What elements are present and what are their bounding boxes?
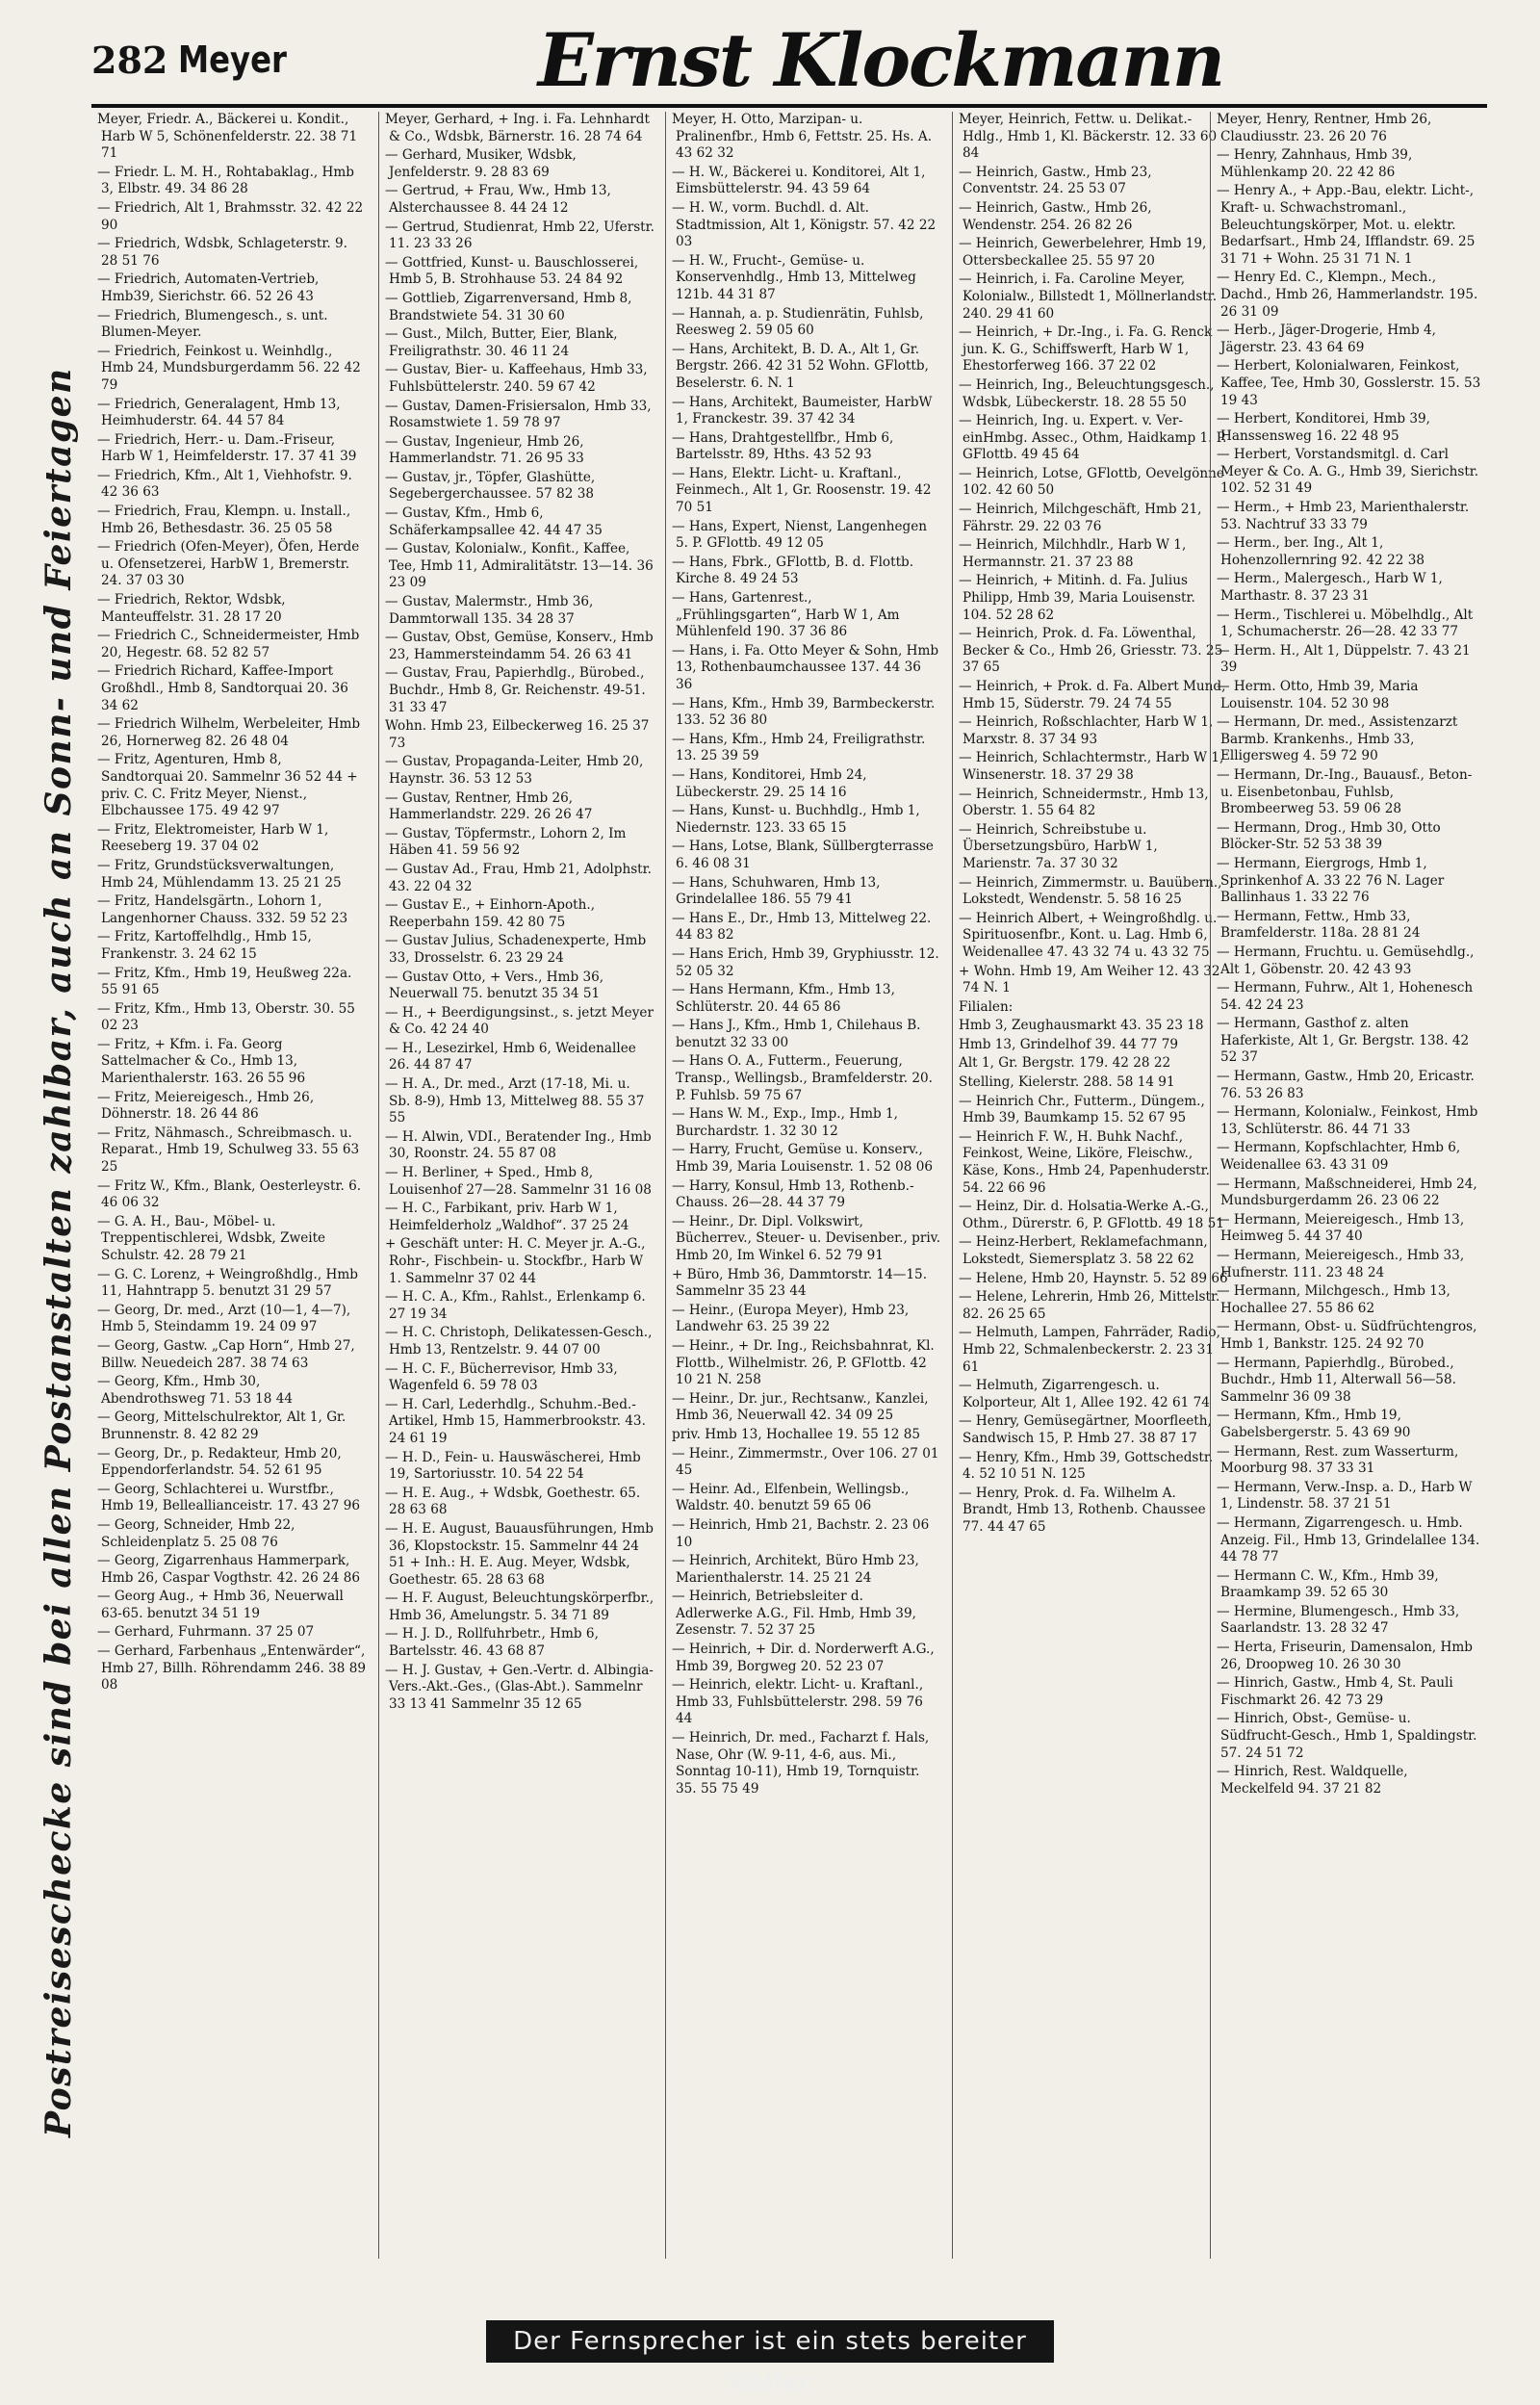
- directory-entry: — Hans J., Kfm., Hmb 1, Chilehaus B. benutzt 32 33 00: [672, 1018, 921, 1050]
- directory-entry: — Hans, Drahtgestellfbr., Hmb 6, Bartelsstr. 89, Hths. 43 52 93: [672, 429, 894, 463]
- directory-entry: — Heinrich, Gewerbelehrer, Hmb 19, Ottersbeckallee 25. 55 97 20: [959, 236, 1207, 269]
- directory-entry: — H. E. August, Bauausführungen, Hmb 36, Klopstockstr. 15. Sammelnr 44 24 51 + Inh.: H. E. Aug. Meyer, Wdsbk, Goethestr. 65. 28 63 68: [385, 1520, 654, 1588]
- directory-entry: — Hermann, Fettw., Hmb 33, Bramfelderstr. 118a. 28 81 24: [1217, 908, 1421, 942]
- directory-entry: — Hermann, Milchgesch., Hmb 13, Hochallee 27. 55 86 62: [1217, 1283, 1450, 1316]
- directory-entry: — Gustav, Frau, Papierhdlg., Bürobed., Buchdr., Hmb 8, Gr. Reichenstr. 49-51. 31 33 47: [385, 665, 646, 715]
- directory-entry: — Hermann, Drog., Hmb 30, Otto Blöcker-Str. 52 53 38 39: [1217, 819, 1441, 853]
- directory-entry: — Hans E., Dr., Hmb 13, Mittelweg 22. 44 83 82: [672, 910, 932, 944]
- directory-entry: — Georg, Mittelschulrektor, Alt 1, Gr. Brunnenstr. 8. 42 82 29: [97, 1409, 346, 1442]
- directory-entry: — Heinrich, Zimmermstr. u. Bauübern., Lokstedt, Wendenstr. 5. 58 16 25: [959, 874, 1222, 908]
- directory-entry: — Heinz, Dir. d. Holsatia-Werke A.-G., Othm., Dürerstr. 6, P. GFlottb. 49 18 51: [959, 1199, 1224, 1231]
- directory-entry: — Fritz, Kfm., Hmb 13, Oberstr. 30. 55 02 23: [97, 1000, 355, 1034]
- directory-entry: — Heinr., Dr. jur., Rechtsanw., Kanzlei, Hmb 36, Neuerwall 42. 34 09 25: [672, 1390, 929, 1424]
- directory-entry: — Heinrich, + Dr.-Ing., i. Fa. G. Renck jun. K. G., Schiffswerft, Harb W 1, Ehestorferweg 166. 37 22 02: [959, 324, 1213, 375]
- directory-entry: — Friedrich C., Schneidermeister, Hmb 20, Hegestr. 68. 52 82 57: [97, 628, 360, 660]
- directory-entry: — Gerhard, Farbenhaus „Entenwärder“, Hmb 27, Billh. Röhrendamm 246. 38 89 08: [97, 1643, 367, 1694]
- directory-entry: — Helene, Hmb 20, Haynstr. 5. 52 89 66: [959, 1270, 1228, 1286]
- directory-entry: — Herb., Jäger-Drogerie, Hmb 4, Jägerstr. 23. 43 64 69: [1217, 323, 1436, 355]
- page-number: 282: [91, 39, 168, 82]
- directory-entry: — Georg, Kfm., Hmb 30, Abendrothsweg 71. 53 18 44: [97, 1374, 294, 1407]
- directory-entry: — Hans, Gartenrest., „Frühlingsgarten“, Harb W 1, Am Mühlenfeld 190. 37 36 86: [672, 590, 900, 640]
- directory-entry: — Heinr., (Europa Meyer), Hmb 23, Landwehr 63. 25 39 22: [672, 1302, 910, 1335]
- directory-entry: — Heinrich, Prok. d. Fa. Löwenthal, Becker & Co., Hmb 26, Griesstr. 73. 25 37 65: [959, 626, 1223, 676]
- page-header: [91, 17, 1487, 109]
- directory-entry: — Hans, Architekt, Baumeister, HarbW 1, Franckestr. 39. 37 42 34: [672, 394, 933, 427]
- directory-entry: Meyer, Friedr. A., Bäckerei u. Kondit., Harb W 5, Schönenfelderstr. 22. 38 71 71: [97, 112, 358, 162]
- directory-entry: Hmb 13, Grindelhof 39. 44 77 79: [959, 1036, 1179, 1052]
- column-1: [91, 112, 371, 2259]
- directory-entry: — Friedrich Wilhelm, Werbeleiter, Hmb 26, Hornerweg 82. 26 48 04: [97, 716, 361, 749]
- directory-entry: — Heinrich, + Dir. d. Norderwerft A.G., Hmb 39, Borgweg 20. 52 23 07: [672, 1642, 935, 1674]
- directory-entry: — Fritz, Kfm., Hmb 19, Heußweg 22a. 55 91 65: [97, 965, 352, 998]
- directory-entry: — Harry, Frucht, Gemüse u. Konserv., Hmb 39, Maria Louisenstr. 1. 52 08 06: [672, 1142, 934, 1176]
- directory-entry: — Friedrich, Wdsbk, Schlageterstr. 9. 28 51 76: [97, 236, 347, 269]
- directory-entry: — Georg Aug., + Hmb 36, Neuerwall 63-65. benutzt 34 51 19: [97, 1589, 344, 1621]
- directory-entry: — Friedrich (Ofen-Meyer), Öfen, Herde u. Ofensetzerei, HarbW 1, Bremerstr. 24. 37 03 30: [97, 539, 360, 589]
- directory-entry: — H., + Beerdigungsinst., s. jetzt Meyer & Co. 42 24 40: [385, 1004, 654, 1038]
- directory-entry: — Hinrich, Obst-, Gemüse- u. Südfrucht-Gesch., Hmb 1, Spaldingstr. 57. 24 51 72: [1217, 1711, 1477, 1761]
- directory-entry: — Herbert, Kolonialwaren, Feinkost, Kaffee, Tee, Hmb 30, Gosslerstr. 15. 53 19 43: [1217, 358, 1481, 408]
- directory-entry: — Fritz W., Kfm., Blank, Oesterleystr. 6. 46 06 32: [97, 1177, 362, 1211]
- directory-entry: — Herbert, Vorstandsmitgl. d. Carl Meyer & Co. A. G., Hmb 39, Sierichstr. 102. 52 31 49: [1217, 447, 1479, 497]
- directory-entry: — Gustav, Ingenieur, Hmb 26, Hammerlandstr. 71. 26 95 33: [385, 433, 584, 467]
- directory-entry: — Friedrich, Blumengesch., s. unt. Blumen-Meyer.: [97, 307, 328, 341]
- directory-entry: — Heinrich, Schreibstube u. Übersetzungsbüro, HarbW 1, Marienstr. 7a. 37 30 32: [959, 821, 1158, 871]
- directory-entry: — Gottlieb, Zigarrenversand, Hmb 8, Brandstwiete 54. 31 30 60: [385, 290, 632, 323]
- directory-entry: — Heinr., + Dr. Ing., Reichsbahnrat, Kl. Flottb., Wilhelmistr. 26, P. GFlottb. 42 10 21 N. 258: [672, 1337, 935, 1388]
- directory-entry: — Hermann, Meiereigesch., Hmb 13, Heimweg 5. 44 37 40: [1217, 1211, 1465, 1245]
- directory-entry: — Friedrich, Alt 1, Brahmsstr. 32. 42 22 90: [97, 199, 364, 233]
- directory-entry: — Heinrich, Roßschlachter, Harb W 1, Marxstr. 8. 37 34 93: [959, 714, 1214, 747]
- directory-entry: — Helmuth, Lampen, Fahrräder, Radio, Hmb 22, Schmalenbeckerstr. 2. 23 31 61: [959, 1325, 1220, 1375]
- directory-entry: — Hermann, Fuhrw., Alt 1, Hohenesch 54. 42 24 23: [1217, 980, 1474, 1013]
- directory-entry: — Heinrich, Milchhdlr., Harb W 1, Hermannstr. 21. 37 23 88: [959, 537, 1187, 570]
- directory-entry: — Heinrich, i. Fa. Caroline Meyer, Kolonialw., Billstedt 1, Möllnerlandstr. 240. 29 41 60: [959, 272, 1218, 322]
- directory-entry: — Hermann, Dr. med., Assistenzarzt Barmb. Krankenhs., Hmb 33, Elligersweg 4. 59 72 90: [1217, 714, 1458, 764]
- directory-entry: — Hermann, Papierhdlg., Bürobed., Buchdr., Hmb 11, Alterwall 56—58. Sammelnr 36 09 38: [1217, 1355, 1456, 1405]
- directory-entry: — H. C. A., Kfm., Rahlst., Erlenkamp 6. 27 19 34: [385, 1289, 646, 1322]
- directory-entry: — Hermann, Gastw., Hmb 20, Ericastr. 76. 53 26 83: [1217, 1069, 1475, 1101]
- directory-entry: — Hermann, Gasthof z. alten Haferkiste, Alt 1, Gr. Bergstr. 138. 42 52 37: [1217, 1016, 1470, 1066]
- column-3: [665, 112, 945, 2259]
- directory-entry: — Harry, Konsul, Hmb 13, Rothenb.-Chauss. 26—28. 44 37 79: [672, 1177, 914, 1211]
- directory-entry: — Gustav E., + Einhorn-Apoth., Reeperbahn 159. 42 80 75: [385, 897, 596, 930]
- directory-entry: Alt 1, Gr. Bergstr. 179. 42 28 22: [959, 1055, 1171, 1072]
- directory-entry: — Heinz-Herbert, Reklamefachmann, Lokstedt, Siemersplatz 3. 58 22 62: [959, 1234, 1208, 1267]
- column-5: [1210, 112, 1488, 2259]
- directory-entry: — Helmuth, Zigarrengesch. u. Kolporteur, Alt 1, Allee 192. 42 61 74: [959, 1378, 1210, 1410]
- directory-entry: — Georg, Gastw. „Cap Horn“, Hmb 27, Billw. Neuedeich 287. 38 74 63: [97, 1337, 355, 1371]
- directory-entry: — Hans, Schuhwaren, Hmb 13, Grindelallee 186. 55 79 41: [672, 874, 881, 908]
- directory-entry: — Hans, Elektr. Licht- u. Kraftanl., Feinmech., Alt 1, Gr. Roosenstr. 19. 42 70 51: [672, 465, 932, 516]
- directory-entry: — H. W., vorm. Buchdl. d. Alt. Stadtmission, Alt 1, Königstr. 57. 42 22 03: [672, 199, 937, 250]
- directory-entry: — H., Lesezirkel, Hmb 6, Weidenallee 26. 44 87 47: [385, 1040, 636, 1073]
- directory-entry: — Herbert, Konditorei, Hmb 39, Hanssensweg 16. 22 48 95: [1217, 411, 1431, 444]
- directory-entry: — Hans W. M., Exp., Imp., Hmb 1, Burchardstr. 1. 32 30 12: [672, 1106, 898, 1139]
- directory-entry: — Friedrich, Automaten-Vertrieb, Hmb39, Sierichstr. 66. 52 26 43: [97, 272, 320, 304]
- directory-entry: — Heinr. Ad., Elfenbein, Wellingsb., Waldstr. 40. benutzt 59 65 06: [672, 1481, 910, 1514]
- directory-entry: — Hans, i. Fa. Otto Meyer & Sohn, Hmb 13, Rothenbaumchaussee 137. 44 36 36: [672, 642, 939, 692]
- directory-entry: — Heinrich, Betriebsleiter d. Adlerwerke A.G., Fil. Hmb, Hmb 39, Zesenstr. 7. 52 37 25: [672, 1589, 916, 1639]
- directory-entry: — H. J. Gustav, + Gen.-Vertr. d. Albingia-Vers.-Akt.-Ges., (Glas-Abt.). Sammelnr 33 13 41 Sammelnr 35 12 65: [385, 1662, 654, 1712]
- directory-entry: — Henry, Gemüsegärtner, Moorfleeth, Sandwisch 15, P. Hmb 27. 38 87 17: [959, 1413, 1212, 1446]
- directory-entry: — Helene, Lehrerin, Hmb 26, Mittelstr. 82. 26 25 65: [959, 1289, 1220, 1322]
- directory-entry: — Heinrich, Gastw., Hmb 23, Conventstr. 24. 25 53 07: [959, 164, 1152, 197]
- directory-entry: — Hans, Kunst- u. Buchhdlg., Hmb 1, Niedernstr. 123. 33 65 15: [672, 803, 920, 836]
- directory-entry: — Heinrich, Architekt, Büro Hmb 23, Marienthalerstr. 14. 25 21 24: [672, 1553, 919, 1586]
- directory-entry: — H. W., Bäckerei u. Konditorei, Alt 1, Eimsbüttelerstr. 94. 43 59 64: [672, 164, 926, 197]
- directory-entry: — Hans Hermann, Kfm., Hmb 13, Schlüterstr. 20. 44 65 86: [672, 982, 895, 1015]
- directory-entry: — Heinrich Chr., Futterm., Düngem., Hmb 39, Baumkamp 15. 52 67 95: [959, 1093, 1205, 1126]
- directory-entry: — Hermann, Meiereigesch., Hmb 33, Hufnerstr. 111. 23 48 24: [1217, 1248, 1465, 1280]
- directory-entry: Filialen:: [959, 998, 1014, 1015]
- directory-entry: — H. C. F., Bücherrevisor, Hmb 33, Wagenfeld 6. 59 78 03: [385, 1360, 618, 1394]
- directory-entry: — Fritz, Agenturen, Hmb 8, Sandtorquai 20. Sammelnr 36 52 44 + priv. C. C. Fritz Meyer, Nienst., Elbchaussee 175. 49 42 97: [97, 752, 358, 819]
- directory-entry: — Fritz, Handelsgärtn., Lohorn 1, Langenhorner Chauss. 332. 59 52 23: [97, 893, 348, 926]
- directory-entry: — Herm. H., Alt 1, Düppelstr. 7. 43 21 39: [1217, 642, 1471, 676]
- directory-entry: — Hermann, Rest. zum Wasserturm, Moorburg 98. 37 33 31: [1217, 1443, 1459, 1477]
- directory-entry: — Fritz, Kartoffelhdlg., Hmb 15, Frankenstr. 3. 24 62 15: [97, 929, 312, 962]
- directory-entry: — Gustav, Propaganda-Leiter, Hmb 20, Haynstr. 36. 53 12 53: [385, 754, 644, 787]
- directory-entry: — Hans, Kfm., Hmb 39, Barmbeckerstr. 133. 52 36 80: [672, 695, 936, 729]
- directory-entry: Meyer, H. Otto, Marzipan- u. Pralinenfbr., Hmb 6, Fettstr. 25. Hs. A. 43 62 32: [672, 112, 933, 162]
- directory-entry: — Georg, Schneider, Hmb 22, Schleidenplatz 5. 25 08 76: [97, 1516, 295, 1550]
- directory-entry: — Gustav, Damen-Frisiersalon, Hmb 33, Rosamstwiete 1. 59 78 97: [385, 398, 652, 431]
- directory-entry: — Gustav, Malermstr., Hmb 36, Dammtorwall 135. 34 28 37: [385, 594, 594, 627]
- directory-entry: — Hermine, Blumengesch., Hmb 33, Saarlandstr. 13. 28 32 47: [1217, 1603, 1460, 1637]
- directory-entry: — Heinrich, Schneidermstr., Hmb 13, Oberstr. 1. 55 64 82: [959, 786, 1209, 819]
- directory-entry: — Hans, Architekt, B. D. A., Alt 1, Gr. Bergstr. 266. 42 31 52 Wohn. GFlottb, Beselerstr. 6. N. 1: [672, 341, 929, 391]
- directory-entry: — Hans Erich, Hmb 39, Gryphiusstr. 12. 52 05 32: [672, 945, 939, 979]
- directory-entry: — Friedrich Richard, Kaffee-Import Großhdl., Hmb 8, Sandtorquai 20. 36 34 62: [97, 663, 348, 713]
- directory-entry: — Hermann, Kfm., Hmb 19, Gabelsbergerstr. 5. 43 69 90: [1217, 1408, 1411, 1440]
- directory-entry: — H. Berliner, + Sped., Hmb 8, Louisenhof 27—28. Sammelnr 31 16 08: [385, 1165, 652, 1198]
- directory-entry: + Wohn. Hmb 19, Am Weiher 12. 43 32 74 N. 1: [959, 963, 1220, 996]
- column-4: [952, 112, 1232, 2259]
- ad-logo: Ernst Klockmann: [537, 17, 1224, 103]
- directory-entry: — Hans, Expert, Nienst, Langenhegen 5. P. GFlottb. 49 12 05: [672, 518, 927, 552]
- directory-entry: — Gottfried, Kunst- u. Bauschlosserei, Hmb 5, B. Strohhause 53. 24 84 92: [385, 254, 639, 288]
- directory-entry: — Hinrich, Rest. Waldquelle, Meckelfeld 94. 37 21 82: [1217, 1764, 1408, 1797]
- directory-entry: — Gustav, jr., Töpfer, Glashütte, Segebergerchaussee. 57 82 38: [385, 469, 596, 503]
- directory-entry: — Hermann, Kopfschlachter, Hmb 6, Weidenallee 63. 43 31 09: [1217, 1140, 1461, 1174]
- directory-entry: — Georg, Schlachterei u. Wurstfbr., Hmb 19, Belleallianceistr. 17. 43 27 96: [97, 1481, 361, 1514]
- directory-entry: — Fritz, Meiereigesch., Hmb 26, Döhnerstr. 18. 26 44 86: [97, 1089, 315, 1123]
- directory-entry: — Hermann, Dr.-Ing., Bauausf., Beton- u. Eisenbetonbau, Fuhlsb, Brombeerweg 53. 59 06 28: [1217, 766, 1473, 817]
- directory-entry: — H. E. Aug., + Wdsbk, Goethestr. 65. 28 63 68: [385, 1485, 641, 1518]
- directory-entry: — Heinrich, Ing., Beleuchtungsgesch., Wdsbk, Lübeckerstr. 18. 28 55 50: [959, 376, 1215, 410]
- directory-entry: — Hermann, Verw.-Insp. a. D., Harb W 1, Lindenstr. 58. 37 21 51: [1217, 1479, 1473, 1513]
- column-2: [378, 112, 658, 2259]
- directory-entry: — Heinrich, Hmb 21, Bachstr. 2. 23 06 10: [672, 1516, 930, 1550]
- directory-entry: — Heinrich, Gastw., Hmb 26, Wendenstr. 254. 26 82 26: [959, 199, 1152, 233]
- directory-entry: — Hannah, a. p. Studienrätin, Fuhlsb, Reesweg 2. 59 05 60: [672, 305, 924, 339]
- directory-entry: — Henry Ed. C., Klempn., Mech., Dachd., Hmb 26, Hammerlandstr. 195. 26 31 09: [1217, 270, 1478, 320]
- header-rule: [91, 104, 1487, 108]
- directory-entry: — Herm., ber. Ing., Alt 1, Hohenzollernring 92. 42 22 38: [1217, 535, 1425, 568]
- directory-entry: — Herm. Otto, Hmb 39, Maria Louisenstr. 104. 52 30 98: [1217, 679, 1419, 711]
- directory-entry: — Hans, Konditorei, Hmb 24, Lübeckerstr. 29. 25 14 16: [672, 766, 867, 800]
- side-advertisement: Postreiseschecke sind bei allen Postanstalten zahlbar, auch an Sonn- und Feiertagen: [38, 367, 79, 2137]
- directory-entry: — Hermann, Zigarrengesch. u. Hmb. Anzeig. Fil., Hmb 13, Grindelallee 134. 44 78 77: [1217, 1514, 1480, 1565]
- directory-entry: — Heinrich F. W., H. Buhk Nachf., Feinkost, Weine, Liköre, Fleischw., Käse, Kons., Hmb 24, Papenhuderstr. 54. 22 66 96: [959, 1128, 1210, 1196]
- directory-entry: — Hans O. A., Futterm., Feuerung, Transp., Wellingsb., Bramfelderstr. 20. P. Fuhlsb. 59 75 67: [672, 1053, 933, 1103]
- directory-entry: — H. J. D., Rollfuhrbetr., Hmb 6, Bartelsstr. 46. 43 68 87: [385, 1626, 599, 1660]
- directory-entry: — Gustav Ad., Frau, Hmb 21, Adolphstr. 43. 22 04 32: [385, 861, 652, 894]
- directory-entry: + Büro, Hmb 36, Dammtorstr. 14—15. Sammelnr 35 23 44: [672, 1266, 928, 1300]
- directory-entry: — Hermann, Fruchtu. u. Gemüsehdlg., Alt 1, Göbenstr. 20. 42 43 93: [1217, 944, 1475, 977]
- directory-entry: — Herta, Friseurin, Damensalon, Hmb 26, Droopweg 10. 26 30 30: [1217, 1640, 1473, 1672]
- directory-entry: — Heinrich Albert, + Weingroßhdlg. u. Spirituosenfbr., Kont. u. Lag. Hmb 6, Weidenallee 47. 43 32 74 u. 43 32 75: [959, 910, 1218, 960]
- directory-entry: Wohn. Hmb 23, Eilbeckerweg 16. 25 37 73: [385, 718, 650, 751]
- directory-entry: — Heinrich, Dr. med., Facharzt f. Hals, Nase, Ohr (W. 9-11, 4-6, aus. Mi., Sonntag 10-11), Hmb 19, Tornquistr. 35. 55 75 49: [672, 1730, 930, 1797]
- directory-entry: Stelling, Kielerstr. 288. 58 14 91: [959, 1074, 1175, 1091]
- directory-entry: — H. W., Frucht-, Gemüse- u. Konservenhdlg., Hmb 13, Mittelweg 121b. 44 31 87: [672, 252, 916, 302]
- directory-entry: — Heinrich, Milchgeschäft, Hmb 21, Fährstr. 29. 22 03 76: [959, 502, 1202, 534]
- directory-entry: priv. Hmb 13, Hochallee 19. 55 12 85: [672, 1426, 921, 1442]
- directory-entry: — Gerhard, Musiker, Wdsbk, Jenfelderstr. 9. 28 83 69: [385, 147, 577, 180]
- directory-entry: — Herm., Malergesch., Harb W 1, Marthastr. 8. 37 23 31: [1217, 571, 1443, 605]
- directory-entry: — Henry, Zahnhaus, Hmb 39, Mühlenkamp 20. 22 42 86: [1217, 147, 1413, 180]
- directory-entry: — Hans, Fbrk., GFlottb, B. d. Flottb. Kirche 8. 49 24 53: [672, 554, 914, 587]
- directory-entry: — Heinrich, elektr. Licht- u. Kraftanl., Hmb 33, Fuhlsbüttelerstr. 298. 59 76 44: [672, 1677, 924, 1727]
- directory-entry: — H. C. Christoph, Delikatessen-Gesch., Hmb 13, Rentzelstr. 9. 44 07 00: [385, 1325, 653, 1358]
- directory-entry: — G. A. H., Bau-, Möbel- u. Treppentischlerei, Wdsbk, Zweite Schulstr. 42. 28 79 21: [97, 1213, 326, 1263]
- directory-entry: — Gerhard, Fuhrmann. 37 25 07: [97, 1624, 315, 1641]
- directory-entry: — Hermann, Obst- u. Südfrüchtengros, Hmb 1, Bankstr. 125. 24 92 70: [1217, 1319, 1477, 1352]
- directory-entry: — Heinr., Dr. Dipl. Volkswirt, Bücherrev., Steuer- u. Devisenber., priv. Hmb 20, Im Winkel 6. 52 79 91: [672, 1213, 941, 1263]
- directory-entry: — Gustav, Rentner, Hmb 26, Hammerlandstr. 229. 26 26 47: [385, 789, 593, 823]
- directory-entry: — Heinrich, Ing. u. Expert. v. Ver-einHmbg. Assec., Othm, Haidkamp 1. P. GFlottb. 49 45 64: [959, 413, 1227, 463]
- directory-entry: — Hans, Kfm., Hmb 24, Freiligrathstr. 13. 25 39 59: [672, 731, 926, 764]
- directory-entry: — Friedrich, Herr.- u. Dam.-Friseur, Harb W 1, Heimfelderstr. 17. 37 41 39: [97, 431, 357, 465]
- directory-entry: — Heinrich, Lotse, GFlottb, Oevelgönne 102. 42 60 50: [959, 465, 1224, 499]
- directory-entry: — H. A., Dr. med., Arzt (17-18, Mi. u. Sb. 8-9), Hmb 13, Mittelweg 88. 55 37 55: [385, 1076, 645, 1126]
- directory-entry: — Fritz, Elektromeister, Harb W 1, Reeseberg 19. 37 04 02: [97, 821, 329, 855]
- directory-entry: — Friedrich, Frau, Klempn. u. Install., Hmb 26, Bethesdastr. 36. 25 05 58: [97, 504, 351, 536]
- directory-entry: — Hinrich, Gastw., Hmb 4, St. Pauli Fischmarkt 26. 42 73 29: [1217, 1675, 1453, 1708]
- page-keyword: Meyer: [178, 39, 287, 81]
- directory-entry: — Georg, Dr. med., Arzt (10—1, 4—7), Hmb 5, Steindamm 19. 24 09 97: [97, 1302, 351, 1335]
- directory-entry: — Heinrich, + Mitinh. d. Fa. Julius Philipp, Hmb 39, Maria Louisenstr. 104. 52 28 62: [959, 573, 1195, 623]
- directory-entry: — Gustav, Kfm., Hmb 6, Schäferkampsallee 42. 44 47 35: [385, 505, 603, 538]
- directory-entry: — Friedrich, Kfm., Alt 1, Viehhofstr. 9. 42 36 63: [97, 467, 352, 501]
- directory-entry: — Fritz, Nähmasch., Schreibmasch. u. Reparat., Hmb 19, Schulweg 33. 55 63 25: [97, 1125, 360, 1176]
- directory-entry: — Gertrud, Studienrat, Hmb 22, Uferstr. 11. 23 33 26: [385, 219, 654, 252]
- directory-entry: — Heinrich, Schlachtermstr., Harb W 1, Winsenerstr. 18. 37 29 38: [959, 750, 1224, 783]
- directory-entry: — H. Alwin, VDI., Beratender Ing., Hmb 30, Roonstr. 24. 55 87 08: [385, 1128, 652, 1162]
- directory-entry: — Friedrich, Generalagent, Hmb 13, Heimhuderstr. 64. 44 57 84: [97, 396, 341, 429]
- directory-entry: — Hermann C. W., Kfm., Hmb 39, Braamkamp 39. 52 65 30: [1217, 1567, 1439, 1601]
- directory-entry: — Herm., Tischlerei u. Möbelhdlg., Alt 1, Schumacherstr. 26—28. 42 33 77: [1217, 607, 1474, 640]
- directory-entry: — Henry A., + App.-Bau, elektr. Licht-, Kraft- u. Schwachstromanl., Beleuchtungskörper, Mot. u. elektr. Bedarfsart., Hmb 24, Ifflandstr. 69. 25 31 71 + Wohn. 25 31 71 N. 1: [1217, 183, 1476, 267]
- directory-entry: — Henry, Kfm., Hmb 39, Gottschedstr. 4. 52 10 51 N. 125: [959, 1449, 1214, 1483]
- directory-entry: — H. C., Farbikant, priv. Harb W 1, Heimfelderholz „Waldhof“. 37 25 24: [385, 1201, 629, 1233]
- directory-entry: Meyer, Henry, Rentner, Hmb 26, Claudiusstr. 23. 26 20 76: [1217, 112, 1432, 144]
- directory-entry: — Gustav Julius, Schadenexperte, Hmb 33, Drosselstr. 6. 23 29 24: [385, 933, 647, 966]
- directory-entry: Hmb 3, Zeughausmarkt 43. 35 23 18: [959, 1018, 1204, 1034]
- directory-entry: — Hermann, Maßschneiderei, Hmb 24, Mundsburgerdamm 26. 23 06 22: [1217, 1176, 1477, 1209]
- directory-entry: — Friedrich, Feinkost u. Weinhdlg., Hmb 24, Mundsburgerdamm 56. 22 42 79: [97, 343, 361, 393]
- directory-entry: Meyer, Heinrich, Fettw. u. Delikat.-Hdlg., Hmb 1, Kl. Bäckerstr. 12. 33 60 84: [959, 112, 1218, 162]
- directory-entry: — Heinrich, + Prok. d. Fa. Albert Mund, Hmb 15, Süderstr. 79. 24 74 55: [959, 679, 1226, 711]
- directory-entry: — Gustav Otto, + Vers., Hmb 36, Neuerwall 75. benutzt 35 34 51: [385, 969, 604, 1002]
- directory-entry: — Hans, Lotse, Blank, Süllbergterrasse 6. 46 08 31: [672, 839, 934, 871]
- directory-entry: — Gustav, Töpfermstr., Lohorn 2, Im Häben 41. 59 56 92: [385, 825, 627, 859]
- directory-entry: — Georg, Dr., p. Redakteur, Hmb 20, Eppendorferlandstr. 54. 52 61 95: [97, 1445, 342, 1479]
- directory-entry: — Hermann, Kolonialw., Feinkost, Hmb 13, Schlüterstr. 86. 44 71 33: [1217, 1104, 1478, 1137]
- directory-entry: — Henry, Prok. d. Fa. Wilhelm A. Brandt, Hmb 13, Rothenb. Chaussee 77. 44 47 65: [959, 1485, 1206, 1535]
- directory-columns: [91, 112, 1489, 2259]
- directory-entry: — Fritz, Grundstücksverwaltungen, Hmb 24, Mühlendamm 13. 25 21 25: [97, 857, 342, 891]
- directory-entry: — Fritz, + Kfm. i. Fa. Georg Sattelmacher & Co., Hmb 13, Marienthalerstr. 163. 26 55 96: [97, 1036, 306, 1087]
- directory-entry: — Hermann, Eiergrogs, Hmb 1, Sprinkenhof A. 33 22 76 N. Lager Ballinhaus 1. 33 22 76: [1217, 855, 1445, 906]
- directory-entry: — Gustav, Obst, Gemüse, Konserv., Hmb 23, Hammersteindamm 54. 26 63 41: [385, 630, 654, 662]
- directory-entry: — G. C. Lorenz, + Weingroßhdlg., Hmb 11, Hahntrapp 5. benutzt 31 29 57: [97, 1266, 358, 1300]
- directory-entry: — Georg, Zigarrenhaus Hammerpark, Hmb 26, Caspar Vogthstr. 42. 26 24 86: [97, 1553, 361, 1586]
- directory-entry: — H. F. August, Beleuchtungskörperfbr., Hmb 36, Amelungstr. 5. 34 71 89: [385, 1590, 654, 1623]
- directory-entry: + Geschäft unter: H. C. Meyer jr. A.-G., Rohr-, Fischbein- u. Stockfbr., Harb W 1. Sammelnr 37 02 44: [385, 1236, 646, 1286]
- directory-entry: — Gust., Milch, Butter, Eier, Blank, Freiligrathstr. 30. 46 11 24: [385, 326, 618, 359]
- directory-entry: — Herm., + Hmb 23, Marienthalerstr. 53. Nachtruf 33 33 79: [1217, 500, 1470, 532]
- directory-entry: — Gertrud, + Frau, Ww., Hmb 13, Alsterchaussee 8. 44 24 12: [385, 183, 611, 216]
- directory-entry: — Gustav, Kolonialw., Konfit., Kaffee, Tee, Hmb 11, Admiralitätstr. 13—14. 36 23 09: [385, 541, 654, 591]
- directory-entry: Meyer, Gerhard, + Ing. i. Fa. Lehnhardt & Co., Wdsbk, Bärnerstr. 16. 28 74 64: [385, 112, 650, 144]
- directory-entry: — Heinr., Zimmermstr., Over 106. 27 01 45: [672, 1445, 939, 1479]
- directory-entry: — H. Carl, Lederhdlg., Schuhm.-Bed.-Artikel, Hmb 15, Hammerbrookstr. 43. 24 61 19: [385, 1396, 646, 1446]
- footer-slogan: Der Fernsprecher ist ein stets bereiter Helfer: [486, 2320, 1054, 2363]
- directory-entry: — Friedrich, Rektor, Wdsbk, Manteuffelstr. 31. 28 17 20: [97, 592, 286, 625]
- directory-entry: — Gustav, Bier- u. Kaffeehaus, Hmb 33, Fuhlsbüttelerstr. 240. 59 67 42: [385, 362, 648, 395]
- directory-entry: — H. D., Fein- u. Hauswäscherei, Hmb 19, Sartoriusstr. 10. 54 22 54: [385, 1449, 641, 1483]
- directory-entry: — Friedr. L. M. H., Rohtabaklag., Hmb 3, Elbstr. 49. 34 86 28: [97, 164, 354, 197]
